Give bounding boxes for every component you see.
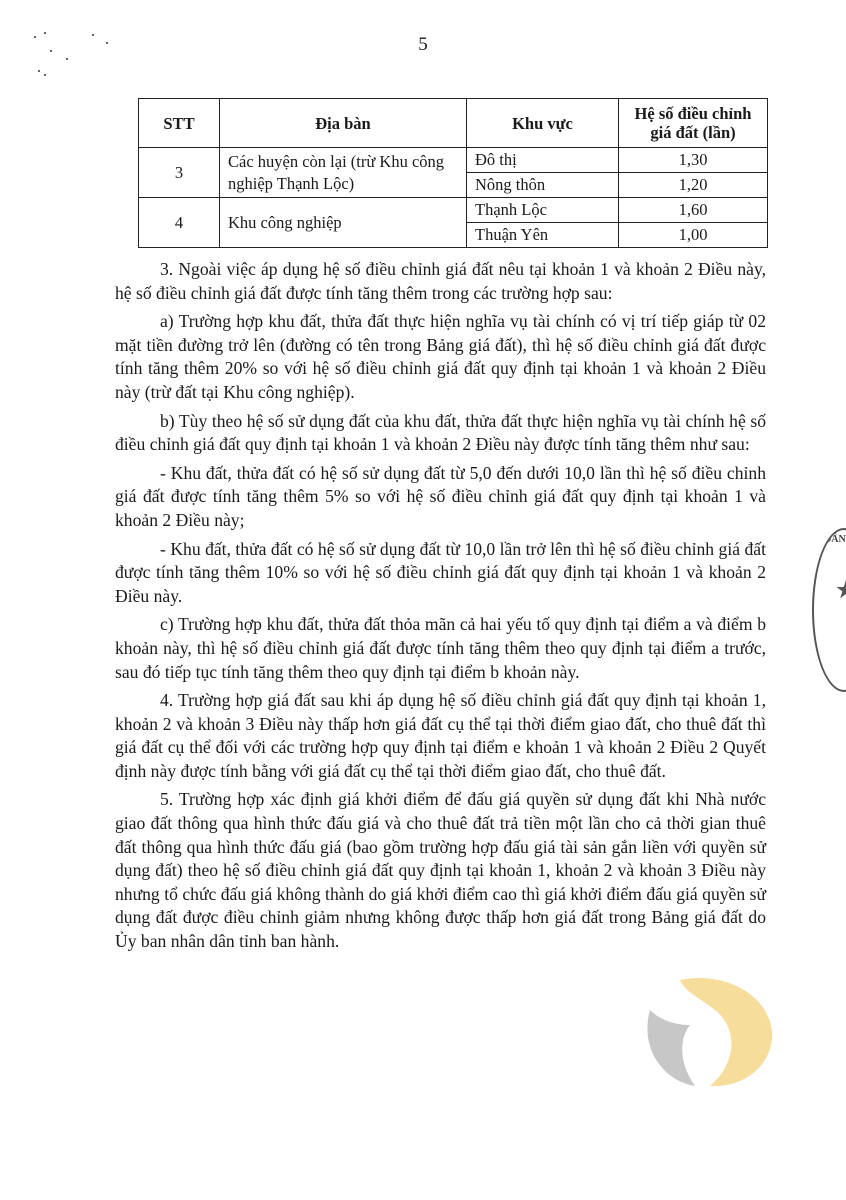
- coefficient-table: [138, 98, 768, 248]
- watermark-yellow-shape: [680, 978, 772, 1086]
- clause-3: 3. Ngoài việc áp dụng hệ số điều chỉnh giá đất nêu tại khoản 1 và khoản 2 Điều này, hệ số điều chỉnh giá đất được tính tăng thêm trong các trường hợp sau:: [115, 259, 766, 303]
- row-coefficient: 1,20: [619, 173, 768, 198]
- clause-3b-item-2: - Khu đất, thửa đất có hệ số sử dụng đất từ 10,0 lần trở lên thì hệ số điều chỉnh giá đất được tính tăng thêm 10% so với hệ số điều chỉnh giá đất quy định tại khoản 1 và khoản 2 Điều này.: [115, 538, 766, 606]
- clause-5: 5. Trường hợp xác định giá khởi điểm để đấu giá quyền sử dụng đất khi Nhà nước giao đất thông qua hình thức đấu giá và cho thuê đất trả tiền một lần cho cả thời gian thuê đất thông qua hình thức đấu giá (bao gồm trường hợp đấu giá tài sản gắn liền với quyền sử dụng đất) theo hệ số điều chỉnh giá đất quy định tại khoản 1, khoản 2 và khoản 3 Điều này nhưng tổ chức đấu giá không thành do giá khởi điểm cao thì giá khởi điểm đấu giá quyền sử dụng đất được điều chỉnh giảm nhưng không được thấp hơn giá đất trong Bảng giá đất do Ủy ban nhân dân tỉnh ban hành.: [115, 789, 766, 952]
- header-area: Địa bàn: [220, 99, 467, 148]
- watermark-logo-icon: [640, 970, 780, 1090]
- clause-4: 4. Trường hợp giá đất sau khi áp dụng hệ số điều chỉnh giá đất quy định tại khoản 1, khoản 2 và khoản 3 Điều này thấp hơn giá đất cụ thể tại thời điểm giao đất, cho thuê đất thì giá đất cụ thể đối với các trường hợp quy định tại điểm e khoản 1 và khoản 2 Điều 2 Quyết định này được tính bằng với giá đất cụ thể tại thời điểm giao đất, cho thuê đất.: [115, 690, 766, 781]
- row-zone: Thạnh Lộc: [467, 198, 619, 223]
- official-seal-edge: [812, 528, 846, 692]
- clause-3b: b) Tùy theo hệ số sử dụng đất của khu đất, thửa đất thực hiện nghĩa vụ tài chính hệ số điều chỉnh giá đất quy định tại khoản 1 và khoản 2 Điều này được tính tăng thêm như sau:: [115, 410, 766, 455]
- row-coefficient: 1,60: [619, 198, 768, 223]
- page-number: 5: [418, 34, 428, 55]
- table-header-row: [139, 99, 768, 148]
- row-stt: 4: [139, 198, 220, 248]
- seal-star-icon: [836, 580, 846, 600]
- row-zone: Thuận Yên: [467, 223, 619, 248]
- document-body: [115, 258, 766, 959]
- row-coefficient: 1,30: [619, 148, 768, 173]
- row-area: Khu công nghiệp: [220, 198, 467, 248]
- row-stt: 3: [139, 148, 220, 198]
- header-zone: Khu vực: [467, 99, 619, 148]
- header-stt: STT: [139, 99, 220, 148]
- row-zone: Nông thôn: [467, 173, 619, 198]
- row-coefficient: 1,00: [619, 223, 768, 248]
- seal-text: DÂN: [824, 534, 846, 545]
- header-coefficient: Hệ số điều chỉnh giá đất (lần): [619, 99, 768, 148]
- clause-3a: a) Trường hợp khu đất, thửa đất thực hiện nghĩa vụ tài chính có vị trí tiếp giáp từ 02 mặt tiền đường trở lên (đường có tên trong Bảng giá đất), thì hệ số điều chỉnh giá đất được tính tăng thêm 20% so với hệ số điều chỉnh giá đất quy định tại khoản 1 và khoản 2 Điều này (trừ đất tại Khu công nghiệp).: [115, 311, 766, 402]
- watermark-grey-shape: [647, 1010, 695, 1086]
- table-row: [139, 148, 768, 173]
- clause-3b-item-1: - Khu đất, thửa đất có hệ số sử dụng đất từ 5,0 đến dưới 10,0 lần thì hệ số điều chỉnh giá đất được tính tăng thêm 5% so với hệ số điều chỉnh giá đất quy định tại khoản 1 và khoản 2 Điều này;: [115, 462, 766, 530]
- row-area: Các huyện còn lại (trừ Khu công nghiệp Thạnh Lộc): [220, 148, 467, 198]
- clause-3c: c) Trường hợp khu đất, thửa đất thỏa mãn cả hai yếu tố quy định tại điểm a và điểm b khoản này, thì hệ số điều chỉnh giá đất được tính tăng thêm theo quy định tại điểm a trước, sau đó tiếp tục tính tăng thêm theo quy định tại điểm b khoản này.: [115, 614, 766, 682]
- table-row: [139, 198, 768, 223]
- row-zone: Đô thị: [467, 148, 619, 173]
